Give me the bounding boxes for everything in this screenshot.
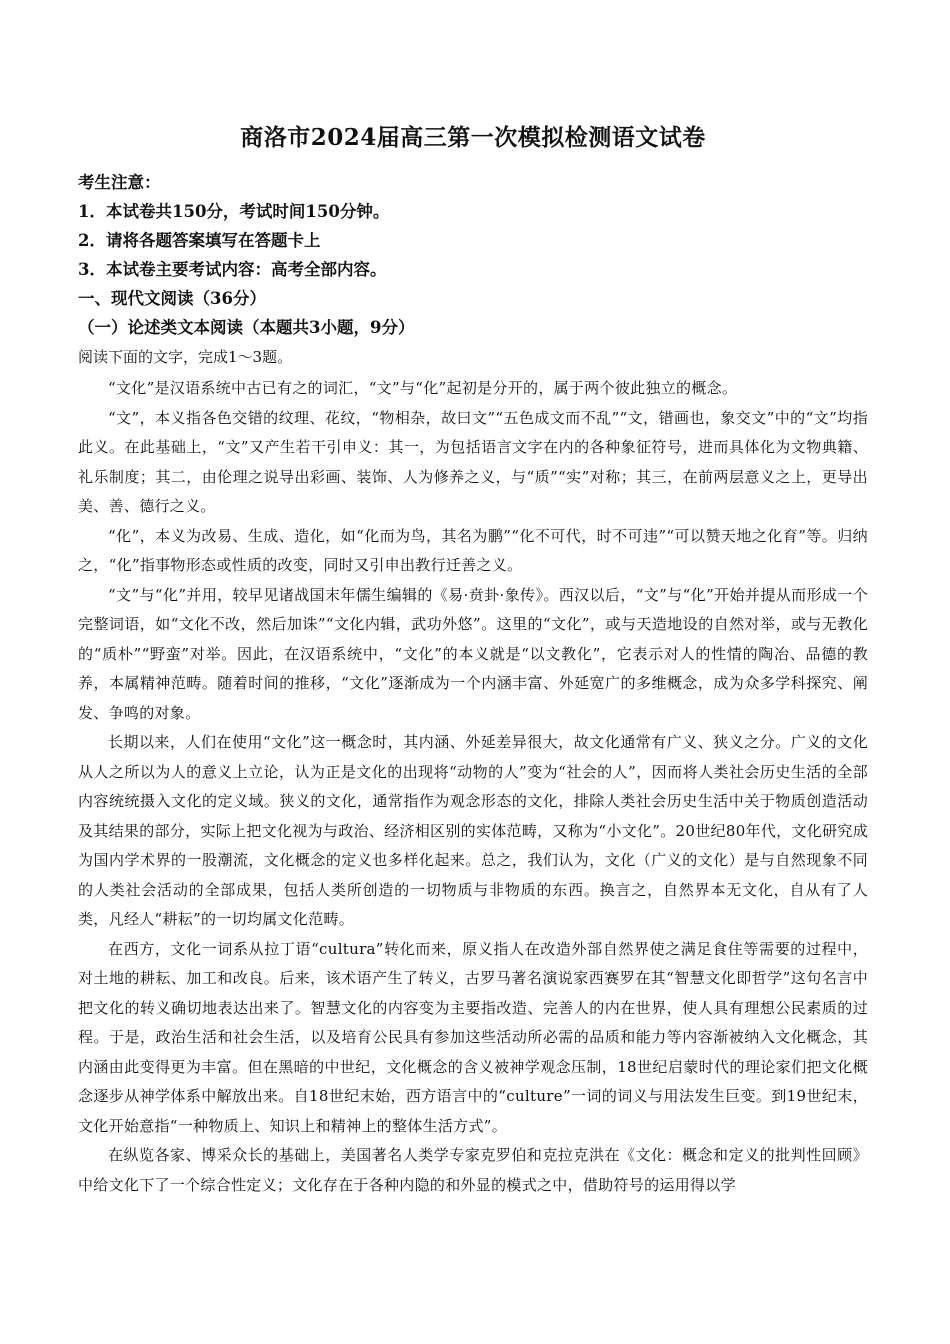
notice-item-2: 2．请将各题答案填写在答题卡上: [78, 231, 321, 250]
passage-paragraph-2: “文”，本义指各色交错的纹理、花纹，“物相杂，故曰文”“五色成文而不乱”“文，错画也，象交文”中的“文”均指此义。在此基础上，“文”又产生若干引申义：其一，为包括语言文字在内的各种象征符号，进而具体化为文物典籍、礼乐制度；其二，由伦理之说导出彩画、装饰、人为修养之义，与“质”“实”对称；其三，在前两层意义之上，更导出美、善、德行之义。: [78, 408, 868, 515]
passage-paragraph-7: 在纵览各家、博采众长的基础上，美国著名人类学专家克罗伯和克拉克洪在《文化：概念和定义的批判性回顾》中给文化下了一个综合性定义；文化存在于各种内隐的和外显的模式之中，借助符号的运用得以学: [78, 1146, 868, 1194]
notice-heading: 考生注意：: [78, 173, 161, 192]
section-title: 一、现代文阅读（36分）: [78, 289, 266, 308]
passage-paragraph-1: “文化”是汉语系统中古已有之的词汇，“文”与“化”起初是分开的，属于两个彼此独立的概念。: [108, 379, 738, 397]
exam-title: 商洛市2024届高三第一次模拟检测语文试卷: [240, 124, 706, 151]
reading-instruction: 阅读下面的文字，完成1～3题。: [78, 348, 293, 366]
subsection-title: （一）论述类文本阅读（本题共3小题，9分）: [78, 318, 415, 337]
notice-item-1: 1．本试卷共150分，考试时间150分钟。: [78, 202, 390, 221]
passage-paragraph-6: 在西方，文化一词系从拉丁语“cultura”转化而来，原义指人在改造外部自然界使之满足食住等需要的过程中，对土地的耕耘、加工和改良。后来，该术语产生了转义，古罗马著名演说家西赛罗在其“智慧文化即哲学”这句名言中把文化的转义确切地表达出来了。智慧文化的内容变为主要指改造、完善人的内在世界，使人具有理想公民素质的过程。于是，政治生活和社会生活，以及培育公民具有参加这些活动所必需的品质和能力等内容渐被纳入文化概念，其内涵由此变得更为丰富。但在黑暗的中世纪，文化概念的含义被神学观念压制，18世纪启蒙时代的理论家们把文化概念逐步从神学体系中解放出来。自18世纪末始，西方语言中的“culture”一词的词义与用法发生巨变。到19世纪末，文化开始意指“一种物质上、知识上和精神上的整体生活方式”。: [78, 939, 868, 1135]
passage-paragraph-4: “文”与“化”并用，较早见诸战国末年儒生编辑的《易·贲卦·象传》。西汉以后，“文”与“化”开始并提从而形成一个完整词语，如“文化不改，然后加诛”“文化内辑，武功外悠”。这里的“文化”，或与天造地设的自然对举，或与无教化的“质朴”“野蛮”对举。因此，在汉语系统中，“文化”的本义就是“以文教化”，它表示对人的性情的陶冶、品德的教养，本属精神范畴。随着时间的推移，“文化”逐渐成为一个内涵丰富、外延宽广的多维概念，成为众多学科探究、阐发、争鸣的对象。: [78, 585, 868, 722]
passage-paragraph-3: “化”，本义为改易、生成、造化，如“化而为鸟，其名为鹏”“化不可代，时不可违”“可以赞天地之化育”等。归纳之，“化”指事物形态或性质的改变，同时又引申出教行迁善之义。: [78, 526, 868, 574]
reading-passage: [78, 374, 868, 1200]
notice-item-3: 3．本试卷主要考试内容：高考全部内容。: [78, 260, 387, 279]
passage-paragraph-5: 长期以来，人们在使用“文化”这一概念时，其内涵、外延差异很大，故文化通常有广义、狭义之分。广义的文化从人之所以为人的意义上立论，认为正是文化的出现将“动物的人”变为“社会的人”，因而将人类社会历史生活的全部内容统统摄入文化的定义域。狭义的文化，通常指作为观念形态的文化，排除人类社会历史生活中关于物质创造活动及其结果的部分，实际上把文化视为与政治、经济相区别的实体范畴，又称为“小文化”。20世纪80年代，文化研究成为国内学术界的一股潮流，文化概念的定义也多样化起来。总之，我们认为，文化（广义的文化）是与自然现象不同的人类社会活动的全部成果，包括人类所创造的一切物质与非物质的东西。换言之，自然界本无文化，自从有了人类，凡经人“耕耘”的一切均属文化范畴。: [78, 733, 868, 928]
